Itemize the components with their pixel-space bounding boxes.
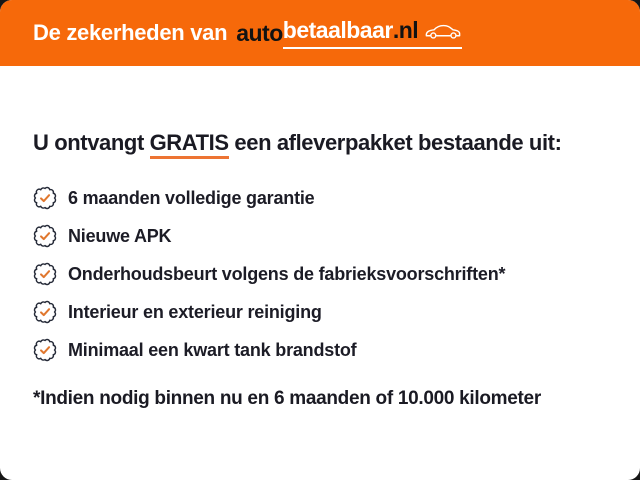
list-item-label: 6 maanden volledige garantie: [68, 187, 315, 208]
list-item: [33, 262, 607, 286]
seal-check-icon: [33, 338, 57, 362]
logo-nl: .nl: [392, 17, 419, 43]
list-item-label: Nieuwe APK: [68, 225, 172, 246]
list-item-label: Interieur en exterieur reiniging: [68, 301, 322, 322]
list-item: [33, 186, 607, 210]
list-item-label: Onderhoudsbeurt volgens de fabrieksvoorschriften*: [68, 263, 506, 284]
seal-check-icon: [33, 186, 57, 210]
list-item: [33, 338, 607, 362]
header-bar: [0, 0, 640, 66]
heading-gratis: GRATIS: [150, 130, 229, 159]
logo-underlined-part: [283, 17, 462, 49]
footnote: *Indien nodig binnen nu en 6 maanden of 10.000 kilometer: [33, 388, 541, 409]
list-item: [33, 300, 607, 324]
main-content: [0, 130, 640, 410]
list-item: [33, 224, 607, 248]
page-title: [33, 130, 607, 156]
logo-auto: auto: [236, 19, 283, 46]
seal-check-icon: [33, 224, 57, 248]
header-title: De zekerheden van: [33, 20, 228, 45]
seal-check-icon: [33, 300, 57, 324]
list-item-label: Minimaal een kwart tank brandstof: [68, 339, 357, 360]
seal-check-icon: [33, 262, 57, 286]
brand-logo[interactable]: [236, 17, 462, 49]
car-outline-icon: [424, 21, 462, 40]
benefits-list: [33, 186, 607, 362]
logo-betaalbaar: betaalbaar: [282, 17, 393, 43]
heading-post: een afleverpakket bestaande uit:: [228, 130, 562, 155]
heading-pre: U ontvangt: [33, 130, 150, 155]
